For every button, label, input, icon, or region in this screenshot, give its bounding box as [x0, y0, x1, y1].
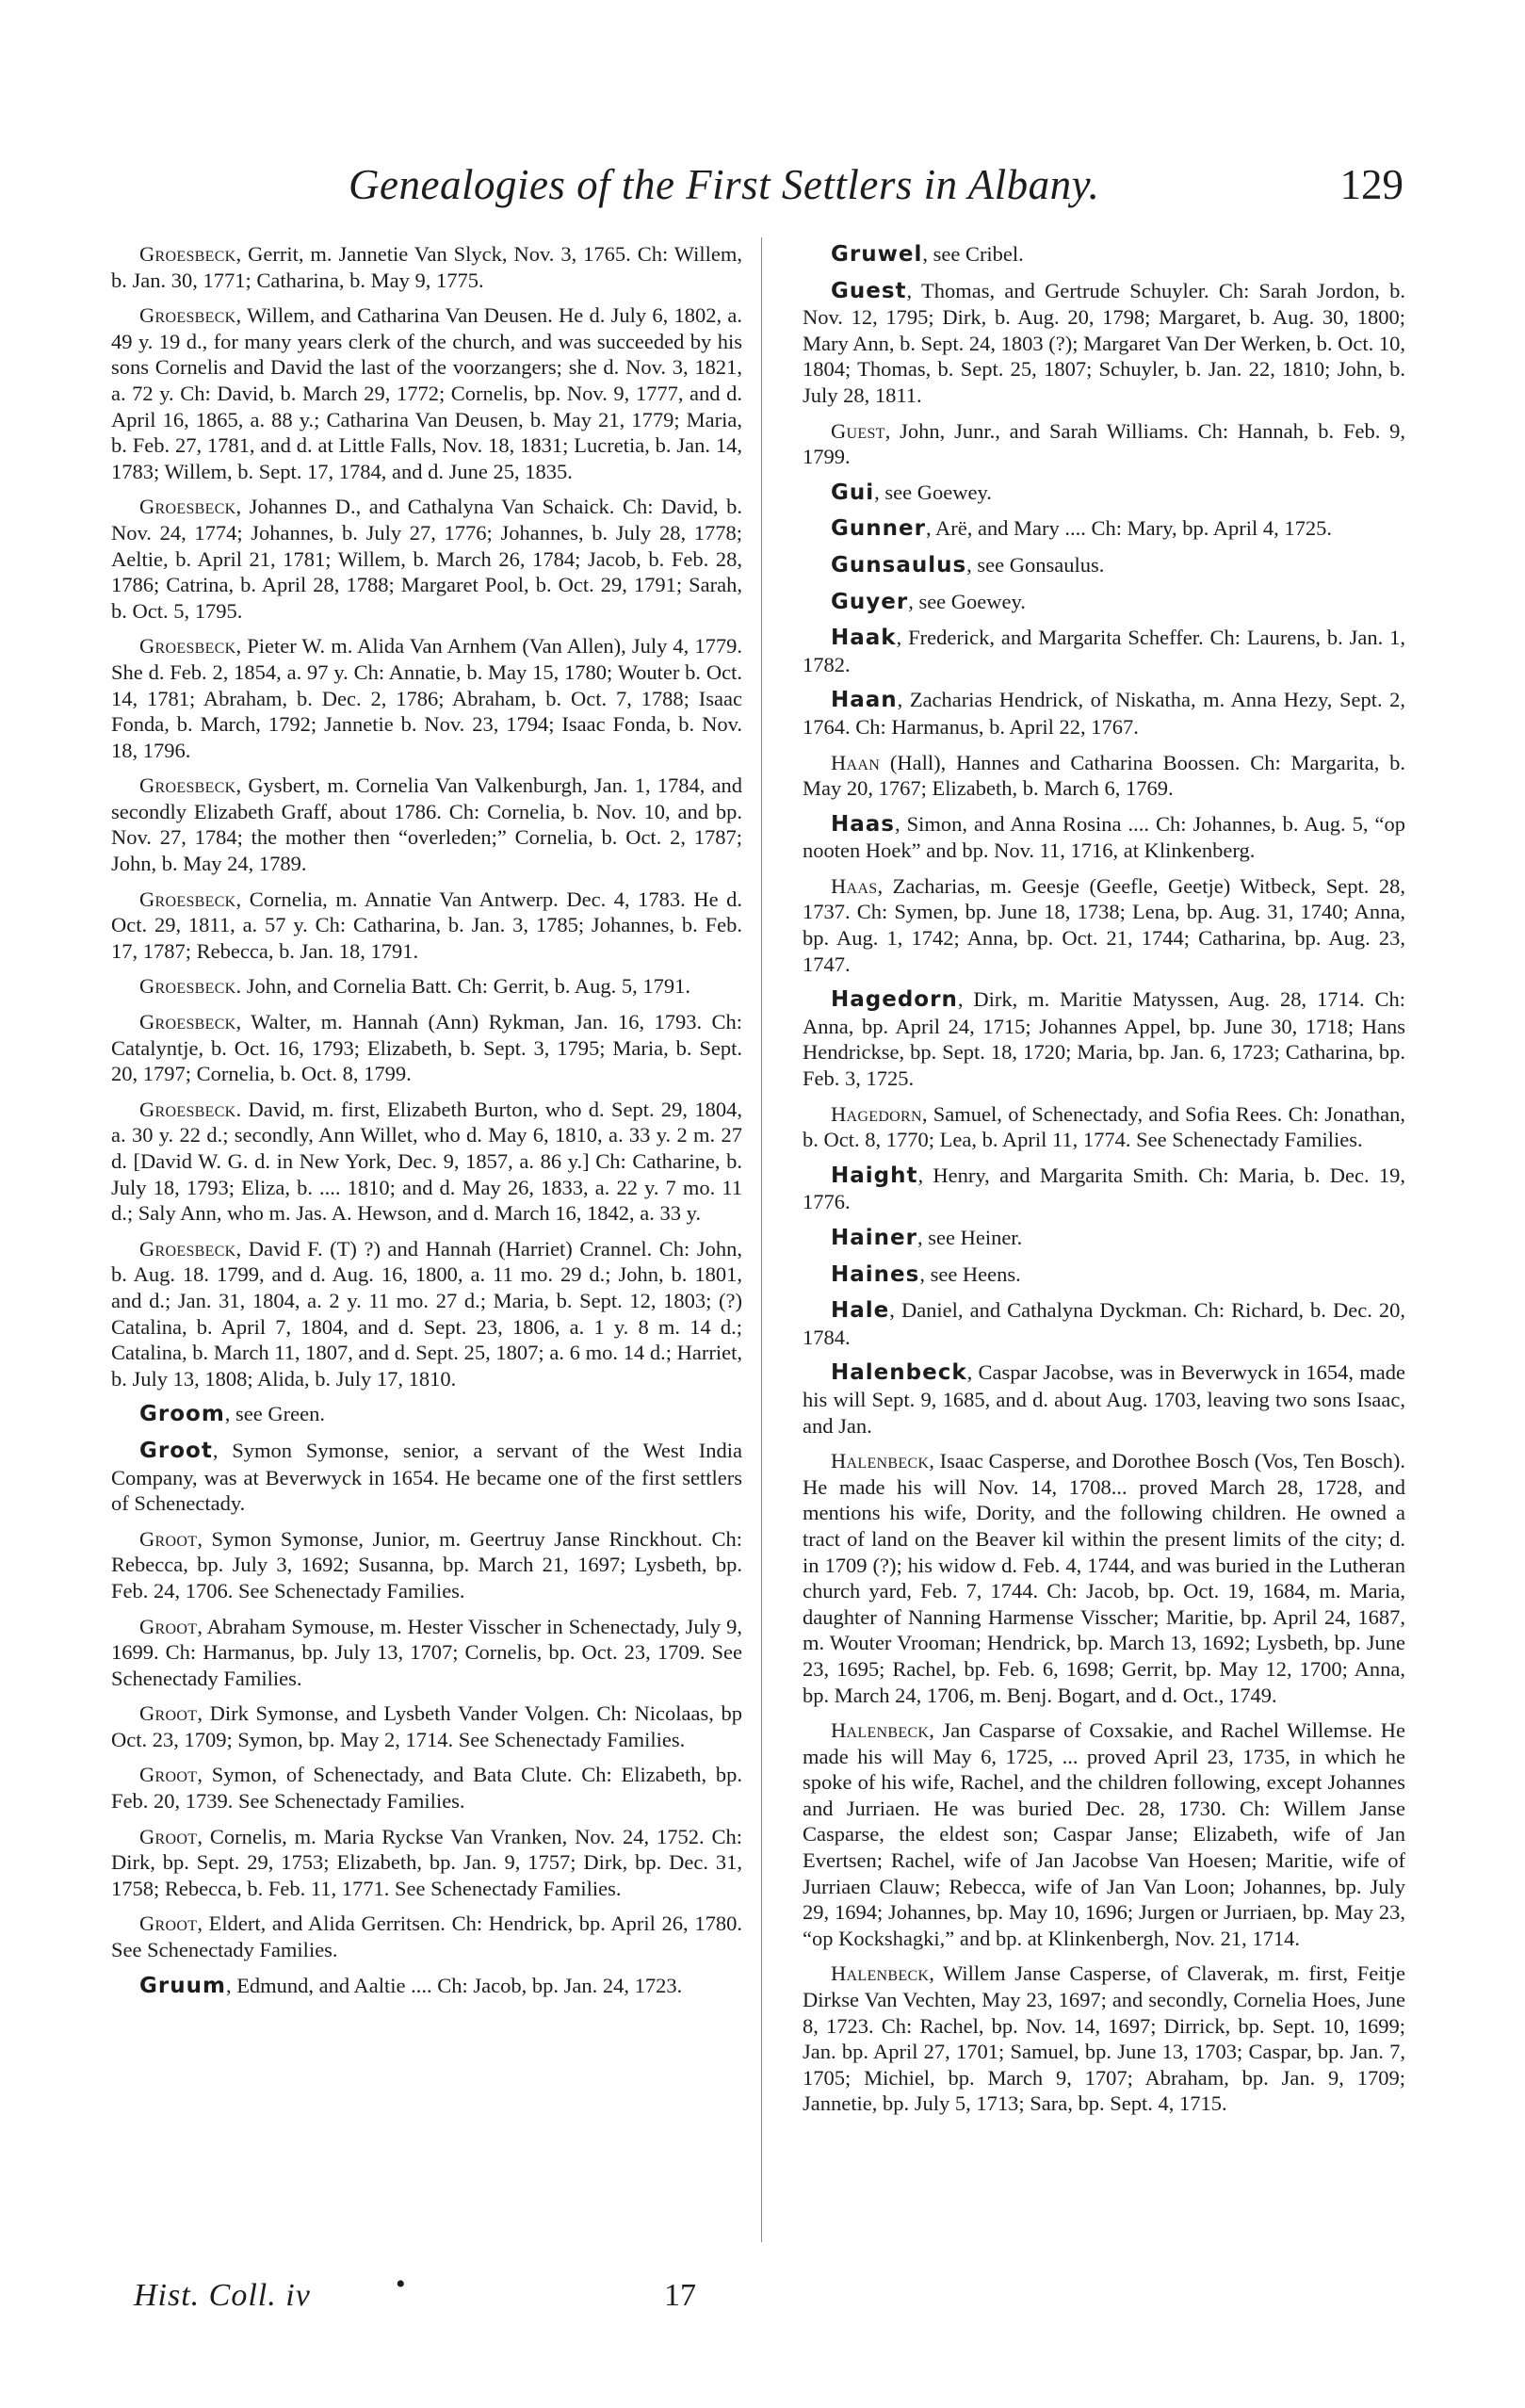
entry-headword: Haan — [831, 750, 881, 774]
sheet-number: 17 — [664, 2278, 696, 2313]
genealogy-entry — [111, 1438, 742, 1517]
entry-text: , see Heiner. — [917, 1226, 1023, 1249]
entry-headword: Halenbeck — [831, 1449, 930, 1473]
entry-text: , Eldert, and Alida Gerritsen. Ch: Hendrick, bp. April 26, 1780. See Schenectady Families. — [111, 1912, 742, 1962]
left-column — [111, 241, 742, 2009]
entry-text: , Willem, and Catharina Van Deusen. He d. July 6, 1802, a. 49 y. 19 d., for many years clerk of the church, and was succeeded by his sons Cornelis and David the last of the voorzangers; she d. Nov. 3, 1821, a. 72 y. Ch: David, b. March 29, 1772; Cornelis, bp. Nov. 9, 1777, and d. April 16, 1865, a. 88 y.; Catharina Van Deusen, b. May 21, 1779; Maria, b. Feb. 27, 1781, and d. at Little Falls, Nov. 18, 1831; Lucretia, b. Jan. 14, 1783; Willem, b. Sept. 17, 1784, and d. June 25, 1835. — [111, 303, 742, 483]
genealogy-entry — [111, 773, 742, 876]
entry-headword: Haines — [831, 1261, 920, 1287]
entry-headword: Hagedorn — [831, 987, 958, 1013]
entry-text: . David, m. first, Elizabeth Burton, who d. Sept. 29, 1804, a. 30 y. 22 d.; secondly, Ann Willet, who d. May 6, 1810, a. 33 y. 2 m. 27 d. [David W. G. d. in New York, Dec. 9, 1857, a. 86 y.] Ch: Catharine, b. July 18, 1793; Eliza, b. .... 1810; and d. May 26, 1833, a. 22 y. 7 mo. 11 d.; Saly Ann, who m. Jas. A. Hewson, and d. March 16, 1842, a. 33 y. — [111, 1097, 742, 1226]
entry-headword: Groesbeck — [139, 1097, 236, 1121]
entry-headword: Groot — [139, 1526, 198, 1551]
genealogy-entry — [803, 687, 1405, 740]
entry-text: , see Cribel. — [922, 242, 1024, 266]
entry-headword: Groesbeck — [139, 303, 236, 328]
entry-text: , Zacharias Hendrick, of Niskatha, m. Anna Hezy, Sept. 2, 1764. Ch: Harmanus, b. April 22, 1767. — [803, 688, 1405, 739]
entry-text: , Gysbert, m. Cornelia Van Valkenburgh, Jan. 1, 1784, and secondly Elizabeth Graff, about 1786. Ch: Cornelia, b. Nov. 10, and bp. Nov. 27, 1784; the mother then “overleden;” Cornelia, b. Oct. 2, 1787; John, b. May 24, 1789. — [111, 773, 742, 876]
entry-headword: Haas — [831, 811, 895, 837]
entry-headword: Haas — [831, 873, 878, 898]
entry-headword: Guest — [831, 418, 885, 443]
entry-text: , John, Junr., and Sarah Williams. Ch: Hannah, b. Feb. 9, 1799. — [803, 418, 1405, 469]
entry-text: , Willem Janse Casperse, of Claverak, m. first, Feitje Dirkse Van Vechten, May 23, 1697; and secondly, Cornelia Hoes, June 8, 1723. Ch: Rachel, bp. Nov. 14, 1697; Dirrick, bp. Sept. 10, 1699; Jan. bp. April 27, 1701; Samuel, bp. June 13, 1703; Caspar, bp. Jan. 7, 1705; Michiel, bp. March 9, 1707; Abraham, bp. Jan. 9, 1709; Jannetie, bp. July 5, 1713; Sara, bp. Sept. 4, 1715. — [803, 1961, 1405, 2116]
entry-text: , Arë, and Mary .... Ch: Mary, bp. April 4, 1725. — [925, 516, 1332, 541]
genealogy-entry — [803, 1261, 1405, 1289]
entry-headword: Gunsaulus — [831, 552, 967, 578]
genealogy-entry — [803, 241, 1405, 268]
entry-text: , Symon, of Schenectady, and Bata Clute. Ch: Elizabeth, bp. Feb. 20, 1739. See Schenectady Families. — [111, 1763, 742, 1814]
entry-text: . John, and Cornelia Batt. Ch: Gerrit, b. Aug. 5, 1791. — [235, 974, 690, 999]
entry-headword: Groesbeck — [139, 773, 236, 798]
genealogy-entry — [111, 1401, 742, 1428]
footer-dot: • — [396, 2269, 406, 2300]
entry-text: , Cornelis, m. Maria Ryckse Van Vranken, Nov. 24, 1752. Ch: Dirk, bp. Sept. 29, 1753; Elizabeth, bp. Jan. 9, 1757; Dirk, bp. Dec. 31, 1758; Rebecca, b. Feb. 11, 1771. See Schenectady Families. — [111, 1824, 742, 1900]
entry-text: , see Gonsaulus. — [966, 552, 1105, 577]
genealogy-entry — [803, 589, 1405, 616]
genealogy-entry — [111, 1911, 742, 1962]
entry-text: , Henry, and Margarita Smith. Ch: Maria, b. Dec. 19, 1776. — [803, 1163, 1405, 1214]
genealogy-entry — [111, 1009, 742, 1087]
genealogy-entry — [803, 750, 1405, 802]
entry-headword: Haak — [831, 626, 897, 651]
entry-headword: Groom — [139, 1402, 225, 1427]
entry-headword: Hagedorn — [831, 1101, 922, 1126]
entry-headword: Groot — [139, 1614, 198, 1638]
genealogy-entry — [803, 1163, 1405, 1215]
entry-headword: Groot — [139, 1912, 198, 1936]
entry-text: , Edmund, and Aaltie .... Ch: Jacob, bp. Jan. 24, 1723. — [225, 1973, 683, 1997]
entry-headword: Gunner — [831, 516, 926, 542]
entry-text: , see Heens. — [919, 1261, 1021, 1286]
entry-text: , Simon, and Anna Rosina .... Ch: Johannes, b. Aug. 5, “op nooten Hoek” and bp. Nov. 11, 1716, at Klinkenberg. — [803, 811, 1405, 863]
entry-headword: Groesbeck — [139, 242, 236, 266]
genealogy-entry — [803, 986, 1405, 1091]
entry-text: , Daniel, and Cathalyna Dyckman. Ch: Richard, b. Dec. 20, 1784. — [803, 1298, 1405, 1349]
genealogy-entry — [803, 1297, 1405, 1350]
genealogy-entry — [111, 494, 742, 624]
genealogy-entry — [111, 1236, 742, 1392]
entry-text: , see Goewey. — [908, 589, 1026, 613]
entry-text: , Zacharias, m. Geesje (Geefle, Geetje) Witbeck, Sept. 28, 1737. Ch: Symen, bp. June 18, 1738; Lena, bp. Aug. 31, 1740; Anna, bp. Aug. 1, 1742; Anna, bp. Oct. 21, 1744; Catharina, bp. Aug. 23, 1747. — [803, 873, 1405, 976]
running-header — [349, 160, 1413, 217]
genealogy-entry — [111, 1097, 742, 1227]
genealogy-entry — [111, 1526, 742, 1604]
entry-headword: Groesbeck — [139, 495, 236, 519]
entry-headword: Guest — [831, 278, 907, 303]
entry-text: , Symon Symonse, senior, a servant of the West India Company, was at Beverwyck in 1654. He became one of the first settlers of Schenectady. — [111, 1438, 742, 1516]
entry-headword: Gruwel — [831, 242, 923, 267]
entry-text: , see Green. — [224, 1402, 325, 1426]
genealogy-entry — [803, 278, 1405, 409]
entry-headword: Groot — [139, 1701, 198, 1726]
genealogy-entry — [111, 1824, 742, 1902]
column-divider — [761, 237, 762, 2242]
entry-text: , Symon Symonse, Junior, m. Geertruy Janse Rinckhout. Ch: Rebecca, bp. July 3, 1692; Susanna, bp. March 21, 1697; Lysbeth, bp. Feb. 24, 1706. See Schenectady Families. — [111, 1526, 742, 1603]
entry-text: , David F. (T) ?) and Hannah (Harriet) Crannel. Ch: John, b. Aug. 18. 1799, and d. Aug. 16, 1800, a. 11 mo. 29 d.; John, b. 1801, and d.; Jan. 31, 1804, a. 2 y. 11 mo. 27 d.; Maria, b. Sept. 12, 1803; (?) Catalina, b. April 7, 1804, and d. Sept. 23, 1806, a. 1 y. 8 m. 14 d.; Catalina, b. March 11, 1807, and d. Sept. 25, 1807; a. 6 mo. 14 d.; Harriet, b. July 13, 1808; Alida, b. July 17, 1810. — [111, 1236, 742, 1391]
genealogy-entry — [803, 1717, 1405, 1951]
entry-headword: Groesbeck — [139, 1236, 236, 1261]
genealogy-entry — [111, 973, 742, 1000]
running-title: Genealogies of the First Settlers in Albany. — [349, 161, 1100, 208]
entry-text: , Walter, m. Hannah (Ann) Rykman, Jan. 16, 1793. Ch: Catalyntje, b. Oct. 16, 1793; Elizabeth, b. Sept. 3, 1795; Maria, b. Sept. 20, 1797; Cornelia, b. Oct. 8, 1799. — [111, 1010, 742, 1086]
entry-headword: Groesbeck — [139, 634, 236, 659]
entry-text: , Johannes D., and Cathalyna Van Schaick. Ch: David, b. Nov. 24, 1774; Johannes, b. July 27, 1776; Johannes, b. July 28, 1778; Aeltie, b. April 21, 1781; Willem, b. March 26, 1784; Jacob, b. Feb. 28, 1786; Catrina, b. April 28, 1788; Margaret Pool, b. Oct. 29, 1791; Sarah, b. Oct. 5, 1795. — [111, 495, 742, 623]
genealogy-entry — [803, 515, 1405, 543]
entry-headword: Groesbeck — [139, 974, 236, 999]
entry-headword: Groot — [139, 1438, 213, 1463]
genealogy-entry — [803, 480, 1405, 507]
genealogy-entry — [803, 873, 1405, 977]
genealogy-entry — [111, 1762, 742, 1814]
entry-text: , see Goewey. — [874, 480, 992, 504]
entry-headword: Haight — [831, 1163, 918, 1188]
entry-headword: Groot — [139, 1763, 198, 1787]
entry-headword: Groesbeck — [139, 1010, 236, 1034]
entry-text: , Frederick, and Margarita Scheffer. Ch: Laurens, b. Jan. 1, 1782. — [803, 626, 1405, 676]
signature-mark: Hist. Coll. iv — [134, 2278, 311, 2313]
entry-text: , Caspar Jacobse, was in Beverwyck in 1654, made his will Sept. 9, 1685, and d. about Aug. 1703, leaving two sons Isaac, and Jan. — [803, 1360, 1405, 1438]
entry-text: , Dirk, m. Maritie Matyssen, Aug. 28, 1714. Ch: Anna, bp. April 24, 1715; Johannes Appel, bp. June 30, 1718; Hans Hendrickse, bp. Sept. 18, 1720; Maria, bp. Jan. 6, 1723; Catharina, bp. Feb. 3, 1725. — [803, 987, 1405, 1091]
entry-text: , Jan Casparse of Coxsakie, and Rachel Willemse. He made his will May 6, 1725, ... proved April 23, 1735, in which he spoke of his wife, Rachel, and the children following, except Johannes and Jurriaen. He was buried Dec. 28, 1730. Ch: Willem Janse Casparse, the eldest son; Caspar Janse; Elizabeth, wife of Jan Evertsen; Rachel, wife of Jan Jacobse Van Hoesen; Maritie, wife of Jurriaen Clauw; Rebecca, wife of Jan Van Loon; Johannes, bp. July 29, 1694; Johannes, bp. May 10, 1696; Jurgen or Jurriaen, bp. May 23, “op Kockshagki,” and bp. at Klinkenbergh, Nov. 21, 1714. — [803, 1718, 1405, 1950]
genealogy-entry — [803, 552, 1405, 579]
genealogy-entry — [803, 418, 1405, 470]
entry-headword: Hainer — [831, 1226, 917, 1250]
genealogy-entry — [803, 811, 1405, 864]
genealogy-entry — [111, 633, 742, 763]
entry-text: , Pieter W. m. Alida Van Arnhem (Van Allen), July 4, 1779. She d. Feb. 2, 1854, a. 97 y. Ch: Annatie, b. May 15, 1780; Wouter b. Oct. 14, 1781; Abraham, b. Dec. 2, 1786; Abraham, b. Oct. 7, 1788; Isaac Fonda, b. March, 1792; Jannetie b. Nov. 23, 1794; Isaac Fonda, b. Nov. 18, 1796. — [111, 634, 742, 762]
genealogy-entry — [803, 1101, 1405, 1153]
entry-text: , Dirk Symonse, and Lysbeth Vander Volgen. Ch: Nicolaas, bp Oct. 23, 1709; Symon, bp. May 2, 1714. See Schenectady Families. — [111, 1701, 742, 1751]
entry-text: , Gerrit, m. Jannetie Van Slyck, Nov. 3, 1765. Ch: Willem, b. Jan. 30, 1771; Catharina, b. May 9, 1775. — [111, 242, 742, 292]
entry-headword: Haan — [831, 688, 898, 713]
entry-headword: Hale — [831, 1298, 890, 1324]
entry-headword: Gruum — [139, 1973, 226, 1998]
genealogy-entry — [803, 1448, 1405, 1708]
genealogy-entry — [111, 887, 742, 965]
entry-headword: Halenbeck — [831, 1718, 930, 1743]
entry-headword: Gui — [831, 480, 875, 505]
right-column — [803, 241, 1405, 2126]
genealogy-entry — [803, 625, 1405, 677]
genealogy-entry — [111, 241, 742, 293]
genealogy-entry — [111, 1614, 742, 1692]
entry-text: , Isaac Casperse, and Dorothee Bosch (Vos, Ten Bosch). He made his will Nov. 14, 1708... proved March 28, 1728, and mentions his wife, Dority, and the following children. He owned a tract of land on the Beaver kil within the present limits of the city; d. in 1709 (?); his widow d. Feb. 4, 1744, and was buried in the Lutheran church yard, Feb. 7, 1744. Ch: Jacob, bp. Oct. 19, 1684, m. Maria, daughter of Nanning Harmense Visscher; Maritie, bp. April 24, 1687, m. Wouter Vrooman; Hendrick, bp. March 13, 1692; Lysbeth, bp. June 23, 1695; Rachel, bp. Feb. 6, 1698; Gerrit, bp. May 12, 1700; Anna, bp. March 24, 1706, m. Benj. Bogart, and d. Oct., 1749. — [803, 1449, 1405, 1707]
entry-headword: Guyer — [831, 589, 909, 614]
entry-headword: Groesbeck — [139, 887, 236, 911]
entry-text: , Samuel, of Schenectady, and Sofia Rees. Ch: Jonathan, b. Oct. 8, 1770; Lea, b. April 11, 1774. See Schenectady Families. — [803, 1101, 1405, 1152]
entry-text: (Hall), Hannes and Catharina Boossen. Ch: Margarita, b. May 20, 1767; Elizabeth, b. March 6, 1769. — [803, 750, 1405, 801]
entry-text: , Abraham Symouse, m. Hester Visscher in Schenectady, July 9, 1699. Ch: Harmanus, bp. July 13, 1707; Cornelis, bp. Oct. 23, 1709. See Schenectady Families. — [111, 1614, 742, 1690]
page-number: 129 — [1339, 161, 1403, 208]
entry-text: , Cornelia, m. Annatie Van Antwerp. Dec. 4, 1783. He d. Oct. 29, 1811, a. 57 y. Ch: Catharina, b. Jan. 3, 1785; Johannes, b. Feb. 17, 1787; Rebecca, b. Jan. 18, 1791. — [111, 887, 742, 963]
genealogy-entry — [111, 1700, 742, 1752]
genealogy-entry — [111, 302, 742, 484]
genealogy-entry — [803, 1225, 1405, 1252]
genealogy-entry — [803, 1359, 1405, 1439]
entry-headword: Halenbeck — [831, 1961, 930, 1986]
genealogy-entry — [803, 1961, 1405, 2117]
entry-headword: Halenbeck — [831, 1360, 967, 1386]
entry-text: , Thomas, and Gertrude Schuyler. Ch: Sarah Jordon, b. Nov. 12, 1795; Dirk, b. Aug. 20, 1798; Margaret, b. Aug. 30, 1800; Mary Ann, b. Sept. 24, 1803 (?); Margaret Van Der Werken, b. Oct. 10, 1804; Thomas, b. Sept. 25, 1807; Schuyler, b. Jan. 22, 1810; John, b. July 28, 1811. — [803, 278, 1405, 407]
entry-headword: Groot — [139, 1824, 198, 1848]
genealogy-entry — [111, 1973, 742, 2000]
